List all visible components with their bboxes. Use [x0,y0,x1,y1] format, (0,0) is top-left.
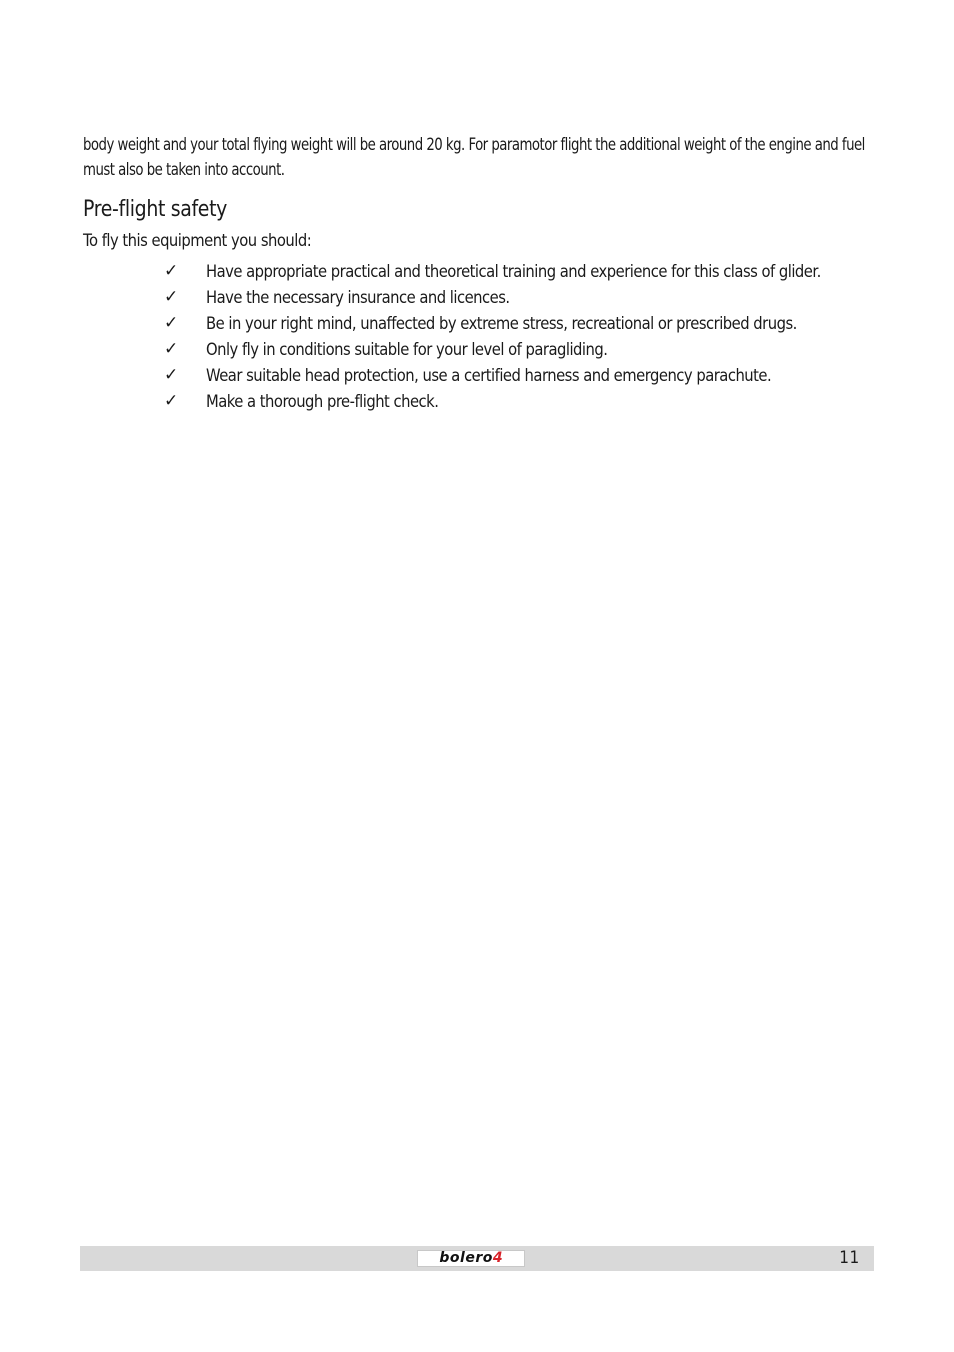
check-mark-icon: ✓ [164,313,178,333]
checklist-item [163,260,873,286]
bolero-logo [417,1250,525,1267]
page-number: 11 [839,1248,860,1268]
checklist-item-text: Be in your right mind, unaffected by extreme stress, recreational or prescribed drugs. [206,314,797,334]
checklist-item-text: Have appropriate practical and theoretical training and experience for this class of glider. [206,262,821,282]
check-mark-icon: ✓ [164,365,178,385]
check-mark-icon: ✓ [164,261,178,281]
checklist-item [163,312,873,338]
checklist-item [163,286,873,312]
checklist-item-text: Have the necessary insurance and licences. [206,288,510,308]
safety-checklist [163,260,873,416]
logo-wordmark: bolero [439,1250,493,1266]
logo-model-number: 4 [492,1250,503,1266]
checklist-item-text: Wear suitable head protection, use a certified harness and emergency parachute. [206,366,772,386]
section-lead: To fly this equipment you should: [83,231,312,251]
intro-paragraph: body weight and your total flying weight will be around 20 kg. For paramotor flight the additional weight of the engine and fuel must also be taken into account. [83,135,865,180]
checklist-item [163,364,873,390]
page-footer [80,1246,874,1271]
checklist-item-text: Only fly in conditions suitable for your level of paragliding. [206,340,608,360]
check-mark-icon: ✓ [164,339,178,359]
check-mark-icon: ✓ [164,287,178,307]
checklist-item-text: Make a thorough pre-flight check. [206,392,439,412]
section-heading: Pre-flight safety [83,197,228,222]
check-mark-icon: ✓ [164,391,178,411]
checklist-item [163,338,873,364]
checklist-item [163,390,873,416]
